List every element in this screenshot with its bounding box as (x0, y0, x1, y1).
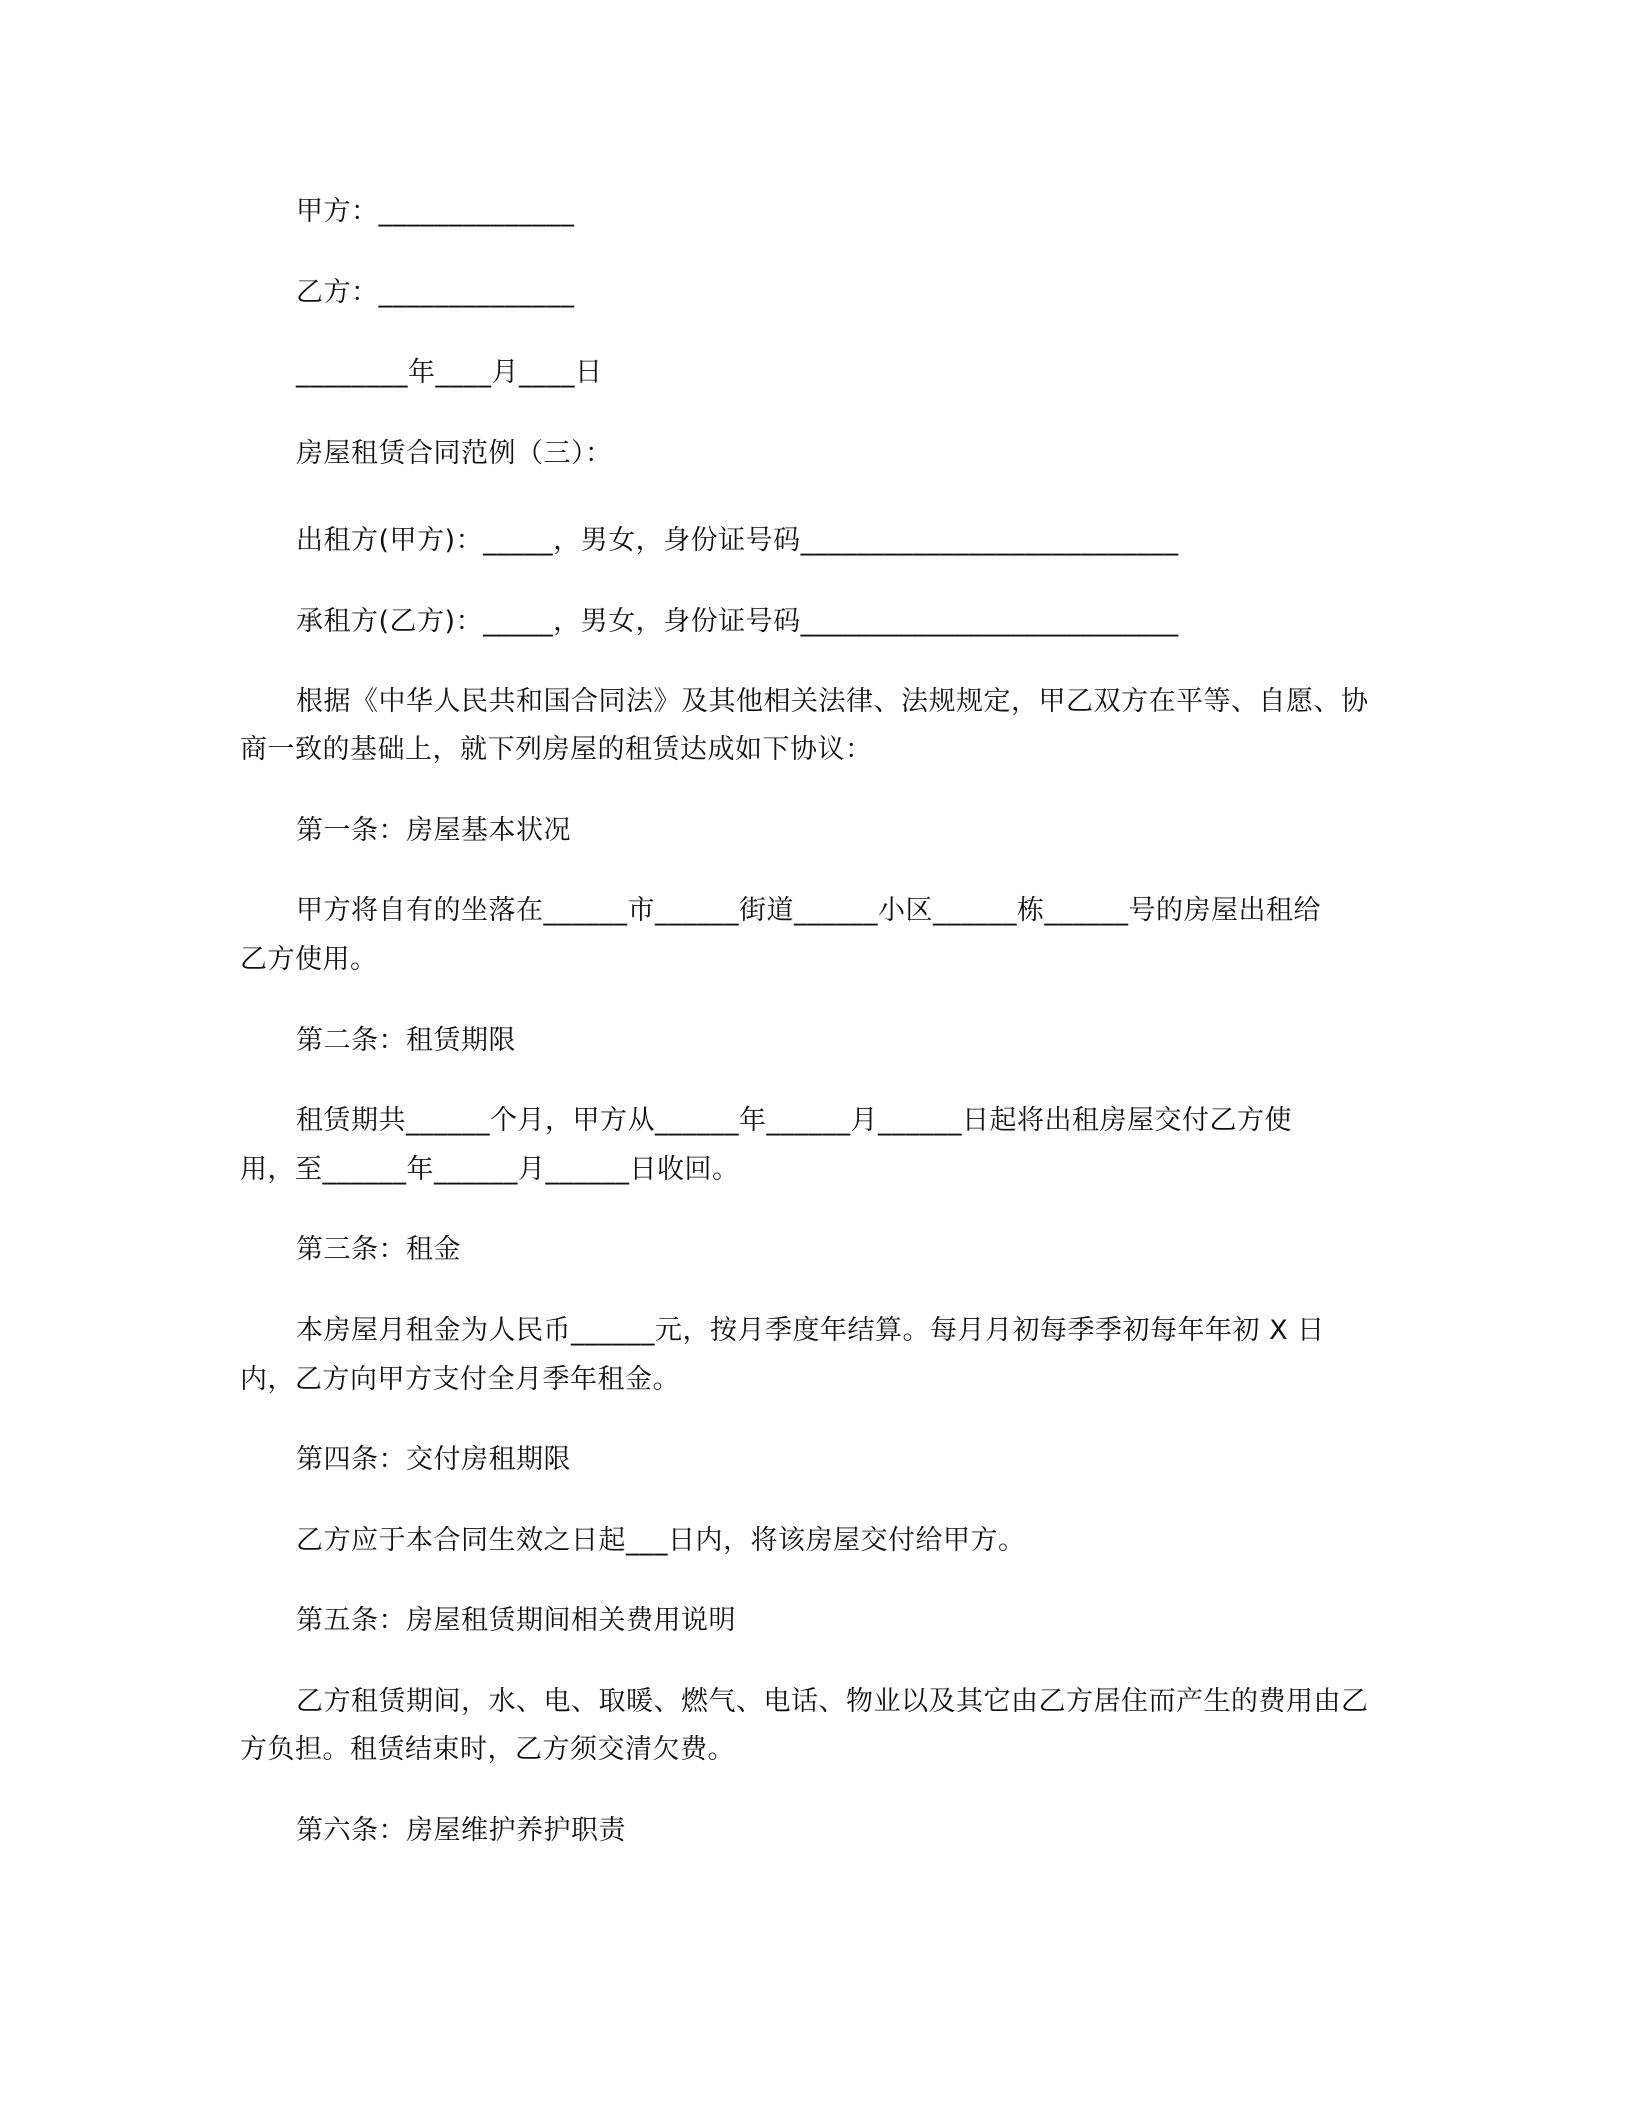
article-1-heading: 第一条：房屋基本状况 (296, 815, 571, 846)
article-5-body-2: 方负担。租赁结束时，乙方须交清欠费。 (240, 1734, 735, 1765)
article-1-body-1: 甲方将自有的坐落在______市______街道______小区______栋______号的房屋出租给 (296, 895, 1321, 926)
article-1-body-2: 乙方使用。 (240, 944, 378, 975)
article-2-heading: 第二条：租赁期限 (296, 1025, 516, 1056)
date-line: ________年____月____日 (296, 357, 603, 388)
article-3-body-2: 内，乙方向甲方支付全月季年租金。 (240, 1364, 680, 1395)
party-a-line: 甲方：______________ (296, 196, 575, 227)
article-6-heading: 第六条：房屋维护养护职责 (296, 1815, 626, 1846)
article-5-heading: 第五条：房屋租赁期间相关费用说明 (296, 1605, 736, 1636)
preamble-line-1: 根据《中华人民共和国合同法》及其他相关法律、法规规定，甲乙双方在平等、自愿、协 (296, 686, 1369, 717)
article-3-body-1: 本房屋月租金为人民币______元，按月季度年结算。每月月初每季季初每年年初 X 日 (296, 1315, 1325, 1346)
lessee-line: 承租方(乙方)：_____，男女，身份证号码___________________________ (296, 606, 1179, 637)
article-2-body-1: 租赁期共______个月，甲方从______年______月______日起将出租房屋交付乙方使 (296, 1105, 1292, 1136)
section-title: 房屋租赁合同范例（三）： (296, 438, 613, 469)
article-4-body: 乙方应于本合同生效之日起___日内，将该房屋交付给甲方。 (296, 1525, 1026, 1556)
party-b-line: 乙方：______________ (296, 277, 575, 308)
article-2-body-2: 用，至______年______月______日收回。 (240, 1154, 740, 1185)
article-4-heading: 第四条：交付房租期限 (296, 1444, 571, 1475)
preamble-line-2: 商一致的基础上，就下列房屋的租赁达成如下协议： (240, 734, 873, 765)
article-5-body-1: 乙方租赁期间，水、电、取暖、燃气、电话、物业以及其它由乙方居住而产生的费用由乙 (296, 1686, 1369, 1717)
lessor-line: 出租方(甲方)：_____，男女，身份证号码___________________________ (296, 525, 1179, 556)
article-3-heading: 第三条：租金 (296, 1234, 461, 1265)
